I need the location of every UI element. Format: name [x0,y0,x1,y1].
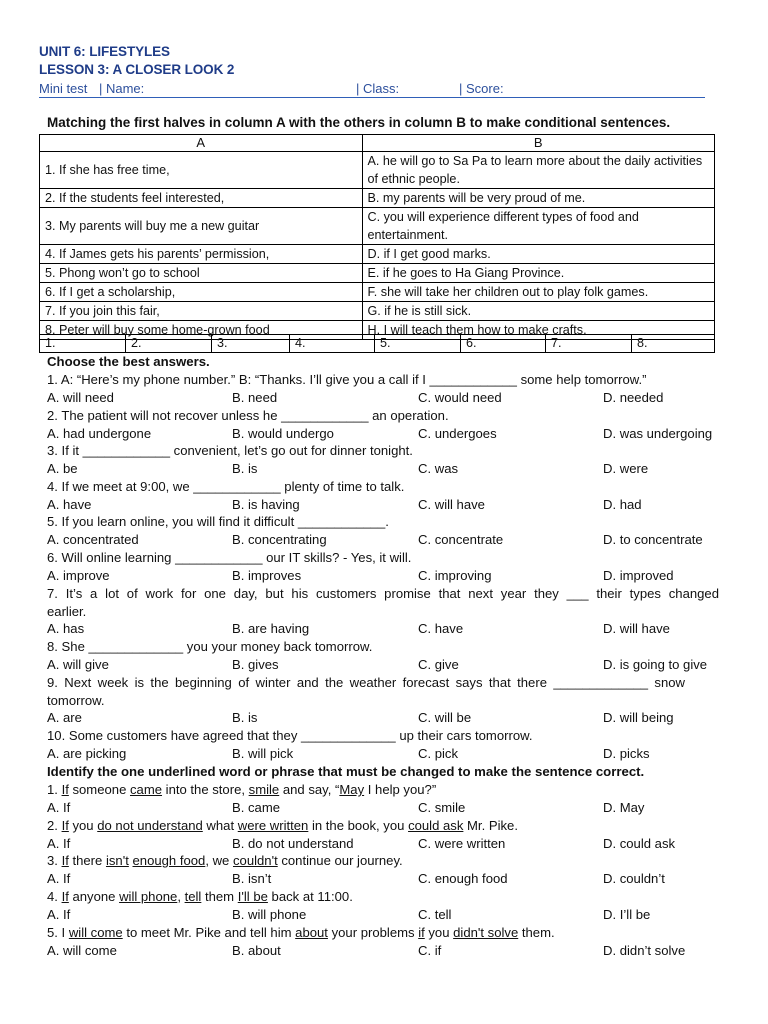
table-row: 4. If James gets his parents’ permission, [40,245,363,264]
sentence-fragment: 2. [47,818,62,833]
underlined-phrase: about [295,925,328,940]
sentence-fragment: someone [68,782,130,797]
table-row: G. if he is still sick. [362,302,714,321]
table-row: D. if I get good marks. [362,245,714,264]
underlined-phrase: came [129,782,163,797]
question-text [47,782,436,797]
answer-option[interactable]: D. will being [603,710,674,725]
table-row: 3. My parents will buy me a new guitar [40,208,363,245]
answer-option[interactable]: D. picks [603,745,650,761]
answer-option[interactable]: C. have [418,621,464,636]
answer-option[interactable]: B. will pick [232,745,294,761]
matching-table [39,134,715,340]
table-row: C. you will experience different types of food and entertainment. [362,208,714,245]
answer-option[interactable]: C. will be [418,710,472,725]
sentence-fragment: , we [205,853,233,868]
answer-option[interactable]: D. to concentrate [603,531,703,547]
answer-option[interactable]: D. will have [603,621,670,636]
table-row: 7. If you join this fair, [40,302,363,321]
sentence-fragment: 4. [47,889,62,904]
table-row: H. I will teach them how to make crafts. [362,321,714,340]
answer-option[interactable]: B. is [232,710,258,725]
mc-section-title: Choose the best answers. [47,354,210,369]
underlined-phrase: isn't [105,853,129,868]
table-row: F. she will take her children out to play folk games. [362,283,714,302]
sentence-fragment: there [68,853,106,868]
answer-slot[interactable]: 6. [461,335,546,353]
mini-test-label: Mini test [39,81,88,96]
answer-option[interactable]: D. is going to give [603,656,708,672]
question-text-continued: tomorrow. [47,692,105,708]
answer-option[interactable]: B. need [232,389,278,405]
answer-option[interactable]: A. If [47,835,71,851]
table-row: B. my parents will be very proud of me. [362,189,714,208]
sentence-fragment: 3. [47,853,62,868]
answer-option[interactable]: B. is having [232,496,300,512]
question-text: 2. The patient will not recover unless he ____________ an operation. [47,408,449,423]
underlined-phrase: will phone [119,889,178,904]
answer-option[interactable]: A. will give [47,656,109,672]
underlined-phrase: If [61,889,69,904]
question-text: 8. She _____________ you your money back tomorrow. [47,639,373,654]
answer-option[interactable]: B. concentrating [232,531,327,547]
sentence-fragment: you [68,818,98,833]
sentence-fragment: I help you?” [364,782,437,797]
sentence-fragment: anyone [68,889,120,904]
question-text: 6. Will online learning ____________ our IT skills? - Yes, it will. [47,550,412,565]
student-info-line [39,80,705,98]
answer-option[interactable]: A. will come [47,942,117,958]
table-row: 8. Peter will buy some home-grown food [40,321,363,340]
answer-option[interactable]: A. If [47,799,71,815]
underlined-phrase: If [61,853,69,868]
table-row: 6. If I get a scholarship, [40,283,363,302]
question-text: 9. Next week is the beginning of winter and the weather forecast says that there _____________ snow [47,675,685,690]
sentence-fragment: , [177,889,185,904]
sentence-fragment: them [201,889,238,904]
sentence-fragment: to meet Mr. Pike and tell him [122,925,296,940]
question-text-continued: earlier. [47,603,87,619]
table-row: 2. If the students feel interested, [40,189,363,208]
answer-slot[interactable]: 5. [375,335,461,353]
answer-option[interactable]: A. will need [47,389,114,405]
underlined-phrase: enough food [132,853,206,868]
answer-option[interactable]: C. improving [418,567,492,583]
answer-option[interactable]: D. couldn’t [603,870,665,886]
answer-slot[interactable]: 3. [212,335,290,353]
answer-option[interactable]: C. tell [418,906,452,922]
answer-slot[interactable]: 2. [126,335,212,353]
question-text: 1. A: “Here’s my phone number.” B: “Thanks. I’ll give you a call if I ____________ some help tomorrow.” [47,372,647,387]
answer-option[interactable]: C. will have [418,496,485,512]
underlined-phrase: May [339,782,365,797]
answer-option[interactable]: A. If [47,906,71,922]
answer-option[interactable]: A. has [47,621,85,636]
question-text: 7. It’s a lot of work for one day, but his customers promise that next year they ___ their types changed [47,586,719,601]
underlined-phrase: I'll be [237,889,268,904]
answer-option[interactable]: B. is [232,460,258,476]
column-a-header: A [40,135,363,152]
answer-option[interactable]: A. had undergone [47,425,152,441]
answer-option[interactable]: C. would need [418,389,502,405]
answer-option[interactable]: D. were [603,460,649,476]
question-text [47,853,403,868]
answer-option[interactable]: D. improved [603,567,674,583]
table-row: E. if he goes to Ha Giang Province. [362,264,714,283]
lesson-title: LESSON 3: A CLOSER LOOK 2 [39,62,235,77]
unit-title: UNIT 6: LIFESTYLES [39,44,170,59]
answer-option[interactable]: C. enough food [418,870,508,886]
answer-option[interactable]: C. were written [418,835,506,851]
table-row: A. he will go to Sa Pa to learn more about the daily activities of ethnic people. [362,152,714,189]
question-text: 3. If it ____________ convenient, let’s go out for dinner tonight. [47,443,413,458]
question-text [47,925,555,940]
answer-option[interactable]: D. didn’t solve [603,942,686,958]
question-text: 10. Some customers have agreed that they _____________ up their cars tomorrow. [47,728,533,743]
underlined-phrase: could ask [408,818,464,833]
answer-option[interactable]: B. do not understand [232,835,354,851]
underlined-phrase: If [61,782,69,797]
answer-option[interactable]: C. was [418,460,459,476]
error-section-title: Identify the one underlined word or phrase that must be changed to make the sentence correct. [47,764,645,779]
answer-option[interactable]: A. concentrated [47,531,139,547]
sentence-fragment: them. [518,925,555,940]
sentence-fragment: you [424,925,454,940]
underlined-phrase: smile [248,782,280,797]
answer-grid [39,334,715,353]
name-field-label: | Name: [99,81,145,96]
sentence-fragment: Mr. Pike. [463,818,518,833]
sentence-fragment: back at 11:00. [267,889,353,904]
answer-option[interactable]: A. are [47,710,82,725]
answer-option[interactable]: B. about [232,942,281,958]
underlined-phrase: couldn't [232,853,278,868]
answer-slot[interactable]: 4. [290,335,375,353]
question-text: 5. If you learn online, you will find it difficult ____________. [47,514,389,529]
matching-instruction: Matching the first halves in column A with the others in column B to make conditional sentences. [47,115,671,130]
answer-option[interactable]: D. I’ll be [603,906,651,922]
sentence-fragment: what [202,818,238,833]
underlined-phrase: will come [68,925,123,940]
question-text: 4. If we meet at 9:00, we ____________ plenty of time to talk. [47,479,405,494]
answer-option[interactable]: A. are picking [47,745,127,761]
answer-slot[interactable]: 7. [546,335,632,353]
sentence-fragment: 5. I [47,925,69,940]
sentence-fragment: in the book, you [308,818,409,833]
underlined-phrase: if [418,925,425,940]
answer-option[interactable]: B. gives [232,656,279,672]
answer-option[interactable]: D. could ask [603,835,676,851]
column-b-header: B [362,135,714,152]
underlined-phrase: If [61,818,69,833]
answer-option[interactable]: B. will phone [232,906,307,922]
underlined-phrase: were written [237,818,309,833]
table-row: 1. If she has free time, [40,152,363,189]
underlined-phrase: didn't solve [453,925,519,940]
sentence-fragment: into the store, [162,782,249,797]
answer-option[interactable]: C. concentrate [418,531,504,547]
answer-option[interactable]: D. had [603,496,642,512]
underlined-phrase: do not understand [97,818,203,833]
underlined-phrase: tell [184,889,202,904]
answer-option[interactable]: A. have [47,496,92,512]
answer-option[interactable]: C. pick [418,745,459,761]
answer-option[interactable]: A. If [47,870,71,886]
answer-option[interactable]: B. are having [232,621,310,636]
answer-option[interactable]: B. improves [232,567,302,583]
answer-option[interactable]: D. needed [603,389,664,405]
answer-option[interactable]: C. give [418,656,459,672]
answer-option[interactable]: C. smile [418,799,466,815]
sentence-fragment: your problems [327,925,419,940]
answer-option[interactable]: B. would undergo [232,425,334,441]
answer-slot[interactable]: 1. [40,335,126,353]
answer-option[interactable]: B. came [232,799,281,815]
answer-option[interactable]: D. May [603,799,645,815]
answer-slot[interactable]: 8. [632,335,715,353]
table-row: 5. Phong won’t go to school [40,264,363,283]
answer-option[interactable]: D. was undergoing [603,425,713,441]
question-text [47,889,353,904]
sentence-fragment: and say, “ [279,782,340,797]
answer-option[interactable]: A. be [47,460,78,476]
sentence-fragment: continue our journey. [277,853,403,868]
answer-option[interactable]: B. isn’t [232,870,272,886]
question-text [47,818,518,833]
score-field-label: | Score: [459,81,504,96]
class-field-label: | Class: [356,81,400,96]
answer-option[interactable]: A. improve [47,567,110,583]
sentence-fragment: 1. [47,782,62,797]
answer-option[interactable]: C. if [418,942,442,958]
answer-option[interactable]: C. undergoes [418,425,497,441]
